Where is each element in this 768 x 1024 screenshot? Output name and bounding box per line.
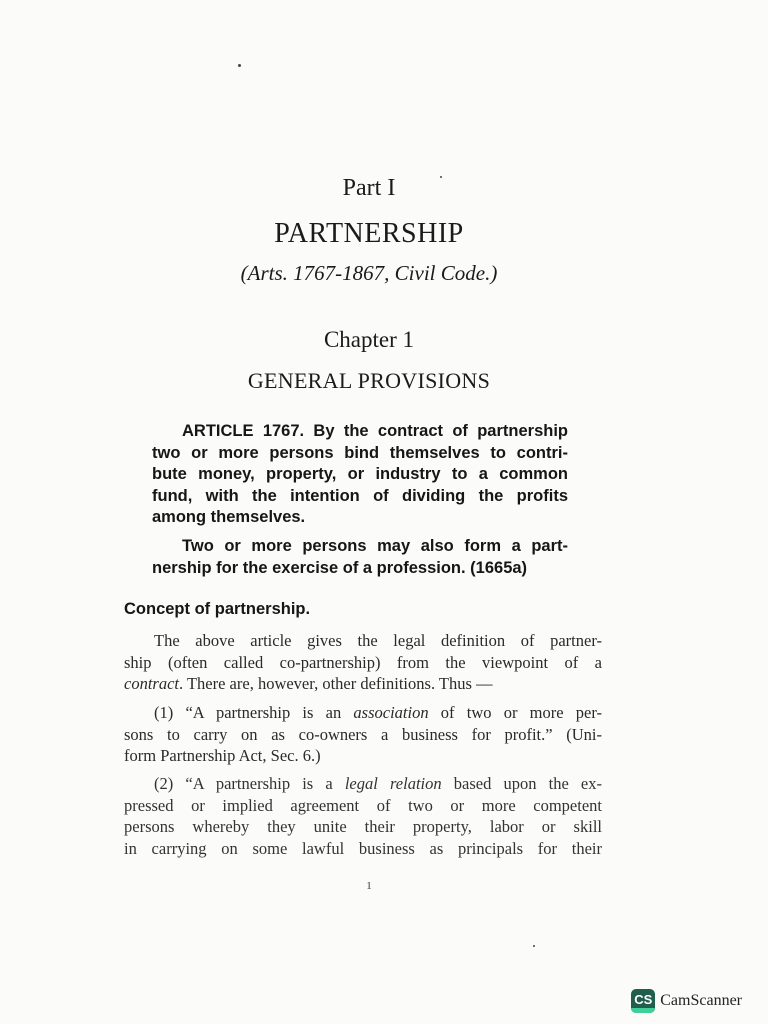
body-paragraph bbox=[124, 630, 602, 695]
article-line: ARTICLE 1767. By the contract of partnership bbox=[182, 422, 568, 440]
emphasis: contract bbox=[124, 674, 179, 693]
part-heading: Part I bbox=[342, 175, 396, 201]
body-line bbox=[124, 702, 602, 724]
body-line: pressed or implied agreement of two or more competent bbox=[124, 795, 602, 815]
body-text-run: (2) “A partnership is a bbox=[154, 774, 345, 793]
logo-band bbox=[631, 1008, 655, 1013]
body-text-run: (1) “A partnership is an bbox=[154, 703, 354, 722]
body-line bbox=[124, 773, 602, 795]
article-line: bute money, property, or industry to a common bbox=[152, 465, 568, 483]
body-line: persons whereby they unite their property, labor or skill bbox=[124, 817, 602, 836]
body-text-run: . There are, however, other definitions. Thus — bbox=[179, 674, 493, 693]
chapter-title: GENERAL PROVISIONS bbox=[247, 368, 491, 393]
scan-speck bbox=[533, 945, 535, 947]
articles-range-subtitle: (Arts. 1767-1867, Civil Code.) bbox=[240, 261, 498, 285]
section-heading: Concept of partnership. bbox=[124, 600, 311, 618]
body-line: ship (often called co-partnership) from the viewpoint of a bbox=[124, 652, 602, 672]
body-line: sons to carry on as co-owners a business for profit.” (Uni- bbox=[124, 724, 602, 744]
body-paragraph bbox=[124, 702, 602, 767]
camscanner-logo-text: CS bbox=[634, 992, 653, 1007]
camscanner-name: CamScanner bbox=[660, 992, 742, 1009]
article-line: fund, with the intention of dividing the profits bbox=[152, 486, 568, 505]
camscanner-watermark bbox=[631, 988, 742, 1014]
body-line bbox=[124, 673, 602, 695]
body-line: form Partnership Act, Sec. 6.) bbox=[124, 746, 321, 765]
page-title: PARTNERSHIP bbox=[274, 218, 464, 249]
chapter-heading: Chapter 1 bbox=[323, 327, 415, 352]
article-line: two or more persons bind themselves to contri- bbox=[152, 443, 568, 462]
emphasis: association bbox=[353, 703, 429, 722]
article-1767-second-paragraph bbox=[152, 536, 568, 579]
emphasis: legal relation bbox=[344, 774, 442, 793]
camscanner-logo-icon bbox=[631, 989, 655, 1013]
article-line: nership for the exercise of a profession. (1665a) bbox=[152, 558, 528, 577]
scan-speck bbox=[238, 64, 241, 67]
article-1767-paragraph bbox=[152, 421, 568, 529]
body-text-run: of two or more per- bbox=[428, 703, 603, 722]
article-line: among themselves. bbox=[152, 508, 306, 526]
body-text-run: based upon the ex- bbox=[441, 774, 602, 793]
page-number: 1 bbox=[366, 880, 372, 892]
body-line: in carrying on some lawful business as principals for their bbox=[124, 838, 602, 858]
body-line: The above article gives the legal definition of partner- bbox=[154, 631, 602, 650]
article-line: Two or more persons may also form a part- bbox=[182, 537, 568, 555]
body-paragraph bbox=[124, 773, 602, 859]
